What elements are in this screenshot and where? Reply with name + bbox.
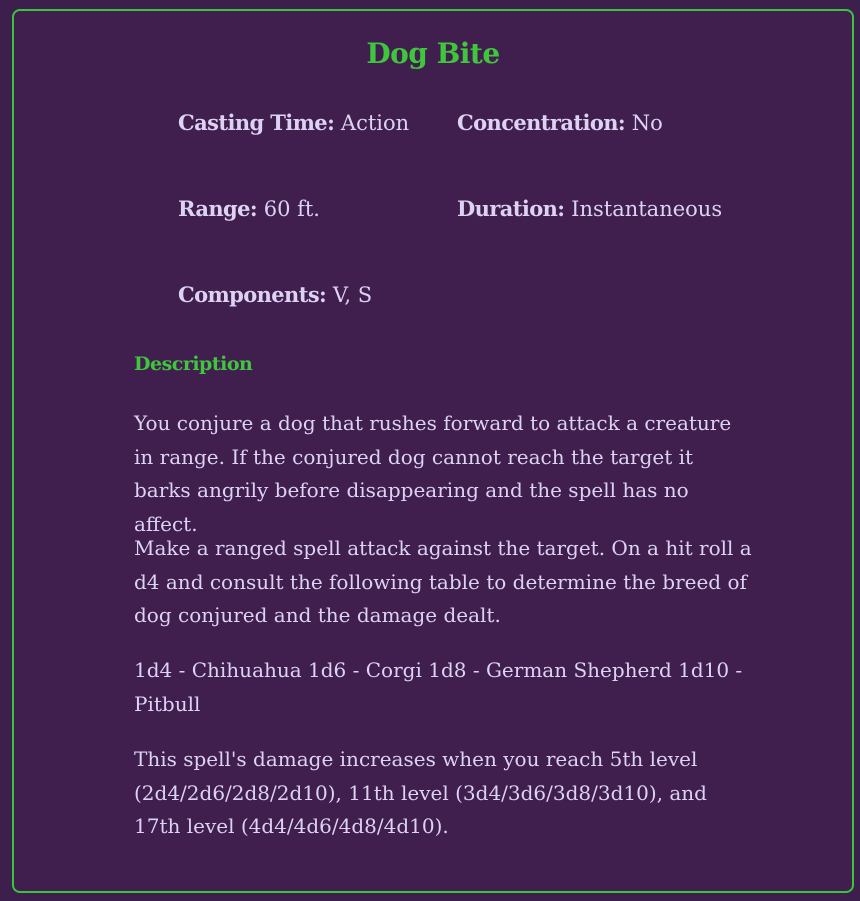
concentration-value: No — [631, 111, 663, 135]
range-value: 60 ft. — [263, 197, 320, 221]
duration-stat — [457, 195, 722, 223]
casting-time-label: Casting Time: — [178, 110, 335, 135]
scaling-paragraph: This spell's damage increases when you reach 5th level (2d4/2d6/2d8/2d10), 11th level (3d4/3d6/3d8/3d10), and 17th level (4d4/4d6/4d8/4d10). — [134, 747, 707, 838]
casting-time-value: Action — [340, 111, 410, 135]
duration-label: Duration: — [457, 196, 565, 221]
description-heading: Description — [134, 353, 253, 375]
spell-title: Dog Bite — [366, 37, 500, 70]
range-stat — [178, 195, 320, 223]
components-label: Components: — [178, 282, 327, 307]
concentration-stat — [457, 109, 663, 137]
casting-time-stat — [178, 109, 409, 137]
components-value: V, S — [332, 283, 373, 307]
spell-card — [12, 9, 854, 893]
components-stat — [178, 281, 372, 309]
duration-value: Instantaneous — [571, 197, 723, 221]
range-label: Range: — [178, 196, 258, 221]
concentration-label: Concentration: — [457, 110, 626, 135]
description-paragraph: Make a ranged spell attack against the target. On a hit roll a d4 and consult the following table to determine the breed of dog conjured and the damage dealt. — [134, 536, 752, 627]
damage-table-paragraph: 1d4 - Chihuahua 1d6 - Corgi 1d8 - German Shepherd 1d10 - Pitbull — [134, 658, 743, 716]
description-paragraph: You conjure a dog that rushes forward to attack a creature in range. If the conjured dog cannot reach the target it barks angrily before disappearing and the spell has no affect. — [134, 411, 732, 536]
